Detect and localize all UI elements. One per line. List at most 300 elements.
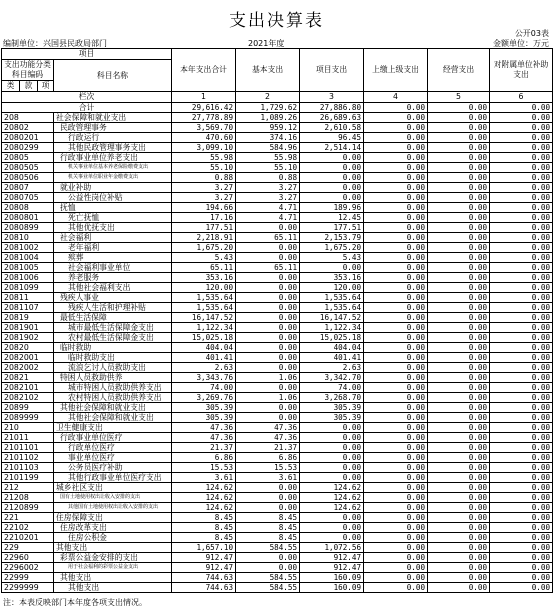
amount-cell: 0.00 [364,523,428,533]
subject-code: 2081902 [2,333,54,343]
amount-cell: 1,122.34 [300,323,364,333]
amount-cell: 0.00 [428,273,490,283]
amount-cell: 0.00 [236,363,300,373]
table-row [2,493,553,503]
amount-cell: 584.55 [236,583,300,593]
amount-cell: 47.36 [172,433,236,443]
amount-cell: 305.39 [172,413,236,423]
subject-name: 其他支出 [54,583,172,593]
amount-cell: 1,535.64 [300,293,364,303]
amount-cell: 0.00 [490,133,553,143]
amount-cell: 0.00 [490,323,553,333]
amount-cell: 160.09 [300,573,364,583]
table-row [2,253,553,263]
header-project: 项目 [2,49,172,60]
subject-code: 2081005 [2,263,54,273]
subject-code: 221 [2,513,54,523]
amount-cell: 65.11 [236,233,300,243]
subject-name: 临时救助支出 [54,353,172,363]
amount-cell: 0.00 [428,383,490,393]
subject-name: 养老服务 [54,273,172,283]
amount-cell: 1,535.64 [300,303,364,313]
amount-cell: 21.37 [172,443,236,453]
amount-cell: 0.00 [428,413,490,423]
subject-code: 2101199 [2,473,54,483]
amount-cell: 305.39 [300,413,364,423]
header-business: 经营支出 [428,49,490,92]
subject-code: 20820 [2,343,54,353]
subject-code: 2120899 [2,503,54,513]
subject-name: 临时救助 [54,343,172,353]
amount-cell: 16,147.52 [172,313,236,323]
amount-cell: 0.00 [428,243,490,253]
amount-cell: 0.00 [364,393,428,403]
amount-cell: 65.11 [236,263,300,273]
amount-cell: 0.00 [428,183,490,193]
subject-code: 2101102 [2,453,54,463]
subject-code: 2082002 [2,363,54,373]
amount-cell: 27,778.89 [172,113,236,123]
amount-cell: 0.00 [490,373,553,383]
amount-cell: 0.00 [236,223,300,233]
table-row [2,363,553,373]
amount-cell: 124.62 [172,483,236,493]
table-row [2,263,553,273]
table-row [2,543,553,553]
amount-cell: 0.00 [364,583,428,593]
amount-cell: 0.00 [300,463,364,473]
table-row [2,583,553,593]
amount-cell: 0.00 [490,153,553,163]
subject-name: 其他社会福利支出 [54,283,172,293]
amount-cell: 0.00 [364,553,428,563]
table-row [2,373,553,383]
amount-cell: 2,514.14 [300,143,364,153]
subject-code: 2296002 [2,563,54,573]
amount-cell: 0.00 [364,143,428,153]
amount-cell: 0.00 [300,163,364,173]
subject-name: 彩票公益金安排的支出 [54,553,172,563]
amount-cell: 0.00 [364,283,428,293]
amount-cell: 0.00 [428,563,490,573]
amount-cell: 0.00 [490,403,553,413]
amount-cell: 353.16 [172,273,236,283]
table-row [2,413,553,423]
amount-cell: 177.51 [172,223,236,233]
amount-cell: 0.00 [428,473,490,483]
header-kuan: 款 [20,81,38,92]
amount-cell: 0.00 [364,293,428,303]
amount-cell: 0.00 [300,183,364,193]
table-row [2,233,553,243]
table-row [2,423,553,433]
header-project-expenditure: 项目支出 [300,49,364,92]
amount-cell: 8.45 [172,533,236,543]
amount-cell: 0.88 [236,173,300,183]
table-row [2,533,553,543]
amount-cell: 2,218.91 [172,233,236,243]
amount-cell: 584.96 [236,143,300,153]
amount-cell: 4.71 [236,203,300,213]
amount-cell: 47.36 [236,423,300,433]
amount-cell: 0.00 [364,273,428,283]
amount-cell: 0.00 [428,433,490,443]
amount-cell: 2.63 [172,363,236,373]
amount-cell: 0.00 [300,443,364,453]
amount-cell: 0.00 [300,533,364,543]
report-year: 2021年度 [248,39,285,48]
subject-code: 2080506 [2,173,54,183]
amount-cell: 6.86 [236,453,300,463]
amount-cell: 305.39 [300,403,364,413]
amount-cell: 1,657.10 [172,543,236,553]
total-value: 0.00 [490,103,553,113]
amount-cell: 0.00 [364,483,428,493]
amount-cell: 0.00 [428,353,490,363]
subject-name: 社会福利事业单位 [54,263,172,273]
amount-cell: 0.00 [428,553,490,563]
amount-cell: 0.00 [490,483,553,493]
amount-cell: 0.00 [428,203,490,213]
amount-cell: 0.00 [428,253,490,263]
amount-cell: 0.00 [490,113,553,123]
column-number: 3 [300,92,364,103]
amount-cell: 74.00 [300,383,364,393]
amount-cell: 2,153.79 [300,233,364,243]
amount-cell: 0.00 [364,243,428,253]
header-basic: 基本支出 [236,49,300,92]
table-row [2,113,553,123]
amount-cell: 0.00 [428,393,490,403]
amount-cell: 0.00 [364,363,428,373]
amount-cell: 0.00 [364,423,428,433]
subject-name: 社会福利 [54,233,172,243]
amount-cell: 0.00 [364,493,428,503]
amount-cell: 0.00 [428,463,490,473]
subject-name: 老年福利 [54,243,172,253]
amount-cell: 0.00 [236,273,300,283]
amount-cell: 0.00 [490,233,553,243]
header-xiang: 项 [38,81,54,92]
amount-cell: 912.47 [172,563,236,573]
amount-cell: 0.00 [428,283,490,293]
amount-cell: 3.61 [236,473,300,483]
subject-name: 残疾人生活和护理补贴 [54,303,172,313]
subject-code: 2080899 [2,223,54,233]
subject-name: 卫生健康支出 [54,423,172,433]
amount-cell: 0.00 [300,193,364,203]
amount-cell: 0.00 [490,523,553,533]
subject-name: 行政单位医疗 [54,443,172,453]
header-lanci: 栏次 [2,92,172,103]
subject-name: 农村最低生活保障金支出 [54,333,172,343]
amount-cell: 3,268.70 [300,393,364,403]
amount-cell: 0.00 [490,163,553,173]
table-row [2,523,553,533]
subject-code: 2081004 [2,253,54,263]
amount-cell: 0.00 [236,353,300,363]
amount-cell: 3.27 [172,193,236,203]
amount-cell: 0.00 [490,443,553,453]
amount-cell: 0.00 [236,343,300,353]
subject-name: 其他社会保障和就业支出 [54,413,172,423]
amount-cell: 0.00 [428,123,490,133]
amount-cell: 0.00 [490,253,553,263]
amount-cell: 0.00 [428,193,490,203]
amount-cell: 0.00 [236,493,300,503]
amount-cell: 0.00 [364,413,428,423]
amount-cell: 55.98 [236,153,300,163]
subject-name: 行政事业单位医疗 [54,433,172,443]
amount-cell: 0.00 [364,253,428,263]
subject-code: 20821 [2,373,54,383]
table-row [2,293,553,303]
amount-cell: 0.00 [490,513,553,523]
footnote: 注：本表反映部门本年度各项支出情况。 [3,598,147,607]
amount-cell: 15.53 [172,463,236,473]
subject-code: 22102 [2,523,54,533]
amount-cell: 0.00 [490,563,553,573]
table-row [2,153,553,163]
compiling-unit: 编制单位：兴国县民政局部门 [3,39,107,48]
total-row-label: 合计 [2,103,172,113]
amount-cell: 0.00 [300,433,364,443]
amount-cell: 0.00 [428,543,490,553]
amount-cell: 0.00 [490,223,553,233]
amount-cell: 0.00 [428,343,490,353]
amount-cell: 0.00 [236,293,300,303]
subject-code: 210 [2,423,54,433]
amount-cell: 0.00 [364,433,428,443]
table-row [2,483,553,493]
amount-cell: 1,535.64 [172,303,236,313]
amount-cell: 0.00 [490,463,553,473]
subject-name: 行政运行 [54,133,172,143]
amount-cell: 0.00 [364,383,428,393]
subject-code: 2080801 [2,213,54,223]
subject-code: 2089999 [2,413,54,423]
header-code-group: 支出功能分类科目编码 [2,60,54,81]
amount-cell: 55.98 [172,153,236,163]
amount-cell: 584.55 [236,543,300,553]
subject-name: 就业补助 [54,183,172,193]
amount-cell: 0.00 [490,413,553,423]
amount-cell: 0.00 [300,173,364,183]
subject-code: 20807 [2,183,54,193]
table-row [2,303,553,313]
subject-code: 22999 [2,573,54,583]
amount-cell: 0.00 [428,323,490,333]
amount-cell: 74.00 [172,383,236,393]
amount-cell: 0.00 [490,333,553,343]
amount-cell: 0.00 [428,153,490,163]
amount-cell: 0.00 [364,543,428,553]
amount-cell: 177.51 [300,223,364,233]
amount-cell: 16,147.52 [300,313,364,323]
subject-code: 2080505 [2,163,54,173]
amount-cell: 0.00 [364,133,428,143]
table-row [2,193,553,203]
table-row [2,163,553,173]
amount-cell: 0.00 [364,173,428,183]
expenditure-table [1,48,553,593]
column-number: 4 [364,92,428,103]
amount-cell: 0.00 [428,313,490,323]
page-title: 支出决算表 [229,11,324,31]
amount-cell: 0.00 [490,303,553,313]
amount-cell: 353.16 [300,273,364,283]
amount-cell: 120.00 [172,283,236,293]
amount-cell: 401.41 [300,353,364,363]
amount-cell: 15,025.18 [172,333,236,343]
subject-code: 20808 [2,203,54,213]
table-row [2,243,553,253]
amount-cell: 0.00 [428,373,490,383]
table-row [2,433,553,443]
amount-cell: 0.00 [490,583,553,593]
amount-cell: 0.00 [364,313,428,323]
table-row [2,143,553,153]
amount-cell: 124.62 [300,493,364,503]
amount-cell: 0.00 [364,223,428,233]
amount-cell: 0.00 [236,383,300,393]
amount-cell: 8.45 [236,533,300,543]
amount-cell: 6.86 [172,453,236,463]
subject-name: 残疾人事业 [54,293,172,303]
total-value: 29,616.42 [172,103,236,113]
amount-cell: 0.00 [490,123,553,133]
subject-code: 20802 [2,123,54,133]
amount-cell: 0.00 [364,163,428,173]
amount-cell: 0.00 [300,523,364,533]
amount-cell: 0.00 [490,273,553,283]
amount-cell: 0.00 [428,163,490,173]
amount-cell: 0.00 [364,443,428,453]
total-value: 0.00 [364,103,428,113]
amount-cell: 0.00 [364,563,428,573]
subject-name: 公益性岗位补贴 [54,193,172,203]
subject-name: 抚恤 [54,203,172,213]
amount-cell: 0.00 [364,353,428,363]
amount-cell: 0.00 [490,473,553,483]
subject-name: 其他社会保障和就业支出 [54,403,172,413]
amount-cell: 0.00 [364,373,428,383]
amount-cell: 912.47 [300,553,364,563]
amount-cell: 4.71 [236,213,300,223]
amount-cell: 912.47 [172,553,236,563]
subject-name: 社会保障和就业支出 [54,113,172,123]
subject-name: 最低生活保障 [54,313,172,323]
amount-cell: 0.00 [236,243,300,253]
amount-cell: 0.00 [364,203,428,213]
subject-name: 其他国有土地使用权出让收入安排的支出 [54,503,172,513]
amount-cell: 0.00 [236,483,300,493]
amount-cell: 2.63 [300,363,364,373]
amount-cell: 0.00 [364,453,428,463]
amount-cell: 0.00 [364,503,428,513]
subject-code: 20805 [2,153,54,163]
subject-code: 2080299 [2,143,54,153]
table-row [2,453,553,463]
amount-cell: 0.00 [428,513,490,523]
amount-cell: 55.10 [172,163,236,173]
table-row [2,183,553,193]
subject-name: 其他支出 [54,573,172,583]
amount-cell: 0.00 [428,173,490,183]
amount-cell: 0.00 [236,313,300,323]
header-total: 本年支出合计 [172,49,236,92]
amount-cell: 0.00 [490,203,553,213]
total-value: 27,886.80 [300,103,364,113]
amount-cell: 0.00 [428,523,490,533]
subject-code: 2299999 [2,583,54,593]
amount-cell: 0.00 [364,323,428,333]
amount-cell: 0.00 [236,333,300,343]
amount-cell: 0.00 [300,263,364,273]
amount-cell: 0.00 [364,573,428,583]
subject-code: 2082101 [2,383,54,393]
subject-name: 流浪乞讨人员救助支出 [54,363,172,373]
amount-cell: 3.27 [172,183,236,193]
amount-cell: 0.00 [428,143,490,153]
amount-cell: 0.00 [428,213,490,223]
amount-cell: 124.62 [300,483,364,493]
subject-name: 城市最低生活保障金支出 [54,323,172,333]
subject-name: 住房改革支出 [54,523,172,533]
amount-cell: 0.00 [364,263,428,273]
amount-cell: 0.00 [490,453,553,463]
subject-name: 机关事业单位职业年金缴费支出 [54,173,172,183]
header-upper: 上缴上级支出 [364,49,428,92]
amount-cell: 0.00 [364,333,428,343]
subject-name: 其他行政事业单位医疗支出 [54,473,172,483]
amount-cell: 3.27 [236,193,300,203]
amount-cell: 96.45 [300,133,364,143]
amount-cell: 0.00 [490,293,553,303]
amount-cell: 0.00 [490,493,553,503]
amount-cell: 3,343.76 [172,373,236,383]
amount-cell: 2,610.58 [300,123,364,133]
amount-cell: 401.41 [172,353,236,363]
subject-code: 2080705 [2,193,54,203]
amount-cell: 0.00 [490,193,553,203]
subject-code: 2082001 [2,353,54,363]
table-row [2,343,553,353]
amount-cell: 194.66 [172,203,236,213]
amount-cell: 0.00 [490,573,553,583]
column-number: 6 [490,92,553,103]
amount-cell: 1.06 [236,393,300,403]
money-unit: 金额单位：万元 [493,39,549,48]
amount-cell: 21.37 [236,443,300,453]
amount-cell: 0.00 [300,423,364,433]
subject-name: 农村特困人员救助供养支出 [54,393,172,403]
amount-cell: 8.45 [172,513,236,523]
amount-cell: 55.10 [236,163,300,173]
table-row [2,203,553,213]
amount-cell: 0.00 [364,533,428,543]
subject-name: 国有土地使用权出让收入安排的支出 [54,493,172,503]
total-value: 0.00 [428,103,490,113]
amount-cell: 0.00 [490,433,553,443]
table-row [2,133,553,143]
form-number: 公开03表 [514,29,549,38]
amount-cell: 0.00 [428,293,490,303]
subject-name: 死亡抚恤 [54,213,172,223]
table-row [2,223,553,233]
amount-cell: 0.00 [428,333,490,343]
subject-name: 公务员医疗补助 [54,463,172,473]
